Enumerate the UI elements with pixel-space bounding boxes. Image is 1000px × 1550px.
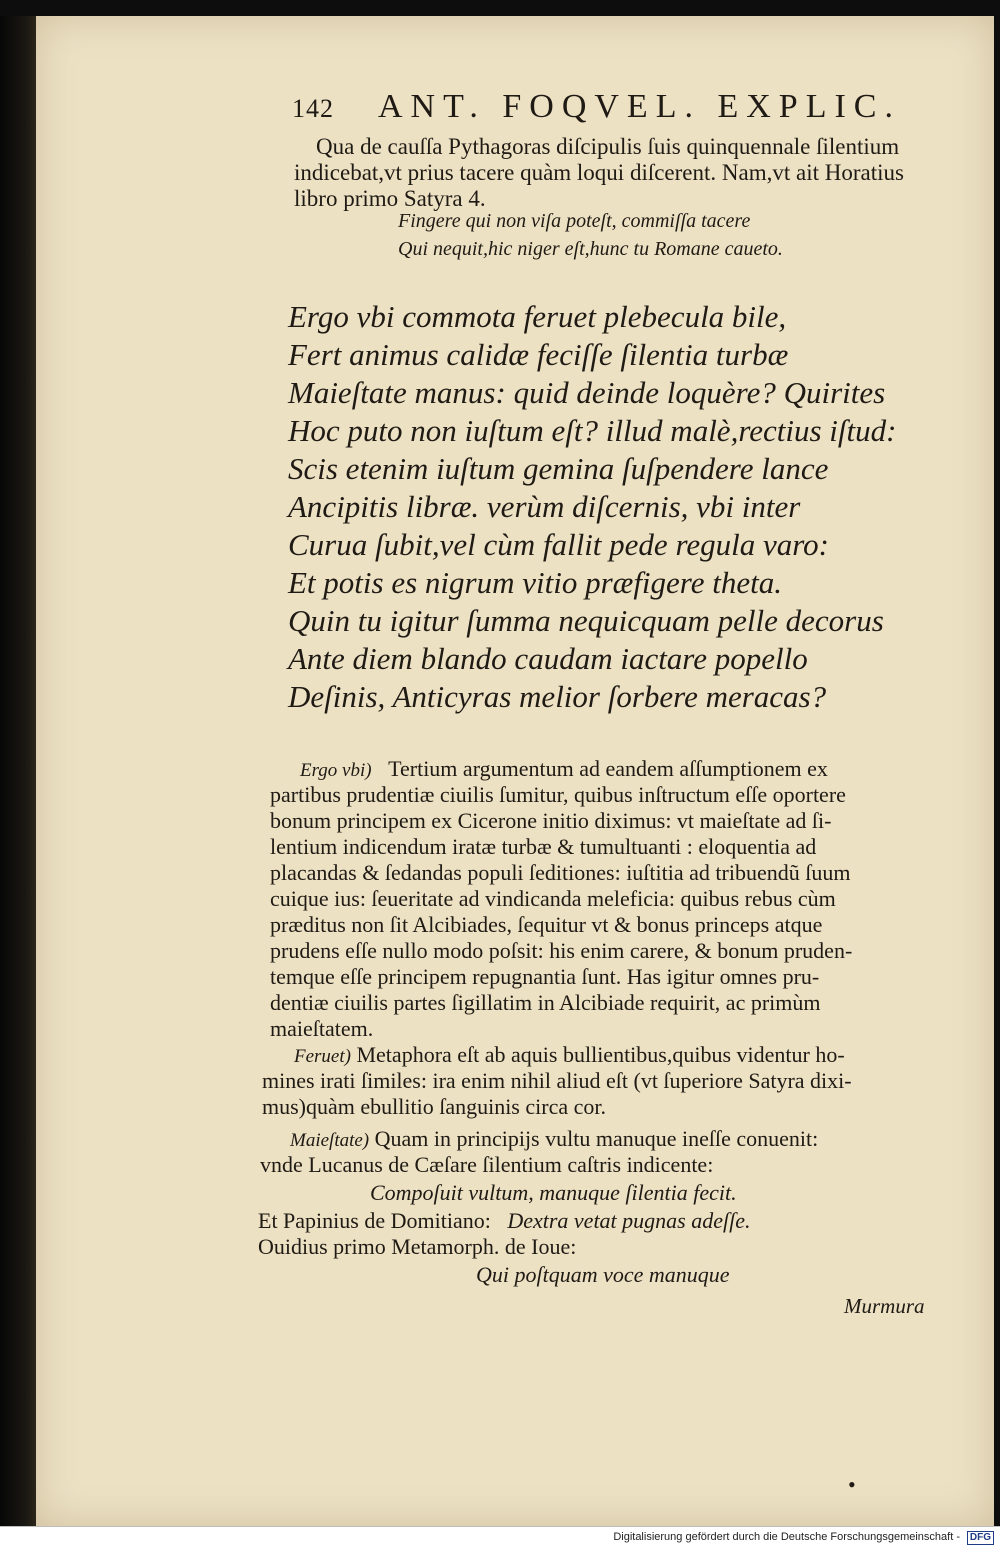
verse-line: Et potis es nigrum vitio præfigere theta.	[288, 565, 782, 600]
running-title: ANT. FOQVEL. EXPLIC.	[378, 88, 901, 125]
intro-line: libro primo Satyra 4.	[294, 186, 486, 211]
commentary-line: mus)quàm ebullitio ſanguinis circa cor.	[262, 1094, 606, 1119]
commentary-text: Metaphora eſt ab aquis bullientibus,quibus videntur ho-	[356, 1042, 845, 1067]
horace-quote-line: Qui nequit,hic niger eſt,hunc tu Romane caueto.	[398, 238, 783, 260]
commentary-first-line	[294, 1042, 845, 1070]
running-header	[292, 88, 901, 126]
verse-line: Ante diem blando caudam iactare popello	[288, 641, 808, 676]
papinius-quote: Dextra vetat pugnas adeſſe.	[507, 1208, 751, 1233]
commentary-line: placandas & ſedandas populi ſeditiones: iuſtitia ad tribuendũ ſuum	[270, 860, 851, 885]
commentary-text: Quam in principijs vultu manuque ineſſe conuenit:	[374, 1126, 819, 1151]
commentary-first-line	[290, 1126, 818, 1154]
footer-bar	[0, 1526, 1000, 1550]
page-number: 142	[292, 94, 334, 123]
book-page	[36, 16, 994, 1526]
commentary-line: lentium indicendum iratæ turbæ & tumultuanti : eloquentia ad	[270, 834, 817, 859]
commentary-line: præditus non ſit Alcibiades, ſequitur vt & bonus princeps atque	[270, 912, 823, 937]
lemma-feruet: Feruet)	[294, 1046, 351, 1067]
commentary-line: maieſtatem.	[270, 1016, 374, 1041]
scan-left-edge	[0, 16, 36, 1526]
verse-line: Scis etenim iuſtum gemina ſuſpendere lance	[288, 451, 829, 486]
catchword: Murmura	[844, 1294, 925, 1318]
dfg-logo: DFG	[967, 1531, 994, 1545]
verse-line: Fert animus calidæ feciſſe ſilentia turbæ	[288, 337, 789, 372]
ovid-line: Ouidius primo Metamorph. de Ioue:	[258, 1234, 577, 1259]
commentary-line: mines irati ſimiles: ira enim nihil aliud eſt (vt ſuperiore Satyra dixi-	[262, 1068, 852, 1093]
verse-line: Maieſtate manus: quid deinde loquère? Quirites	[288, 375, 886, 410]
verse-line: Ancipitis libræ. verùm diſcernis, vbi inter	[288, 489, 801, 524]
verse-line: Quin tu igitur ſumma nequicquam pelle decorus	[288, 603, 884, 638]
lemma-ergo-vbi: Ergo vbi)	[300, 760, 372, 781]
commentary-line: prudens eſſe nullo modo poſsit: his enim carere, & bonum pruden-	[270, 938, 853, 963]
commentary-line: partibus prudentiæ ciuilis ſumitur, quibus inſtructum eſſe oportere	[270, 782, 846, 807]
commentary-line: temque eſſe principem repugnantia ſunt. Has igitur omnes pru-	[270, 964, 820, 989]
commentary-line: dentiæ ciuilis partes ſigillatim in Alcibiade requirit, ac primùm	[270, 990, 821, 1015]
commentary-first-line	[300, 756, 828, 784]
lucan-quote: Compoſuit vultum, manuque ſilentia fecit.	[370, 1180, 737, 1205]
papinius-line	[258, 1208, 751, 1234]
verse-line: Hoc puto non iuſtum eſt? illud malè,rectius iſtud:	[288, 413, 897, 448]
commentary-line: bonum principem ex Cicerone initio diximus: vt maieſtate ad ſi-	[270, 808, 832, 833]
ovid-quote: Qui poſtquam voce manuque	[476, 1262, 730, 1287]
verse-line: Ergo vbi commota feruet plebecula bile,	[288, 299, 787, 334]
horace-quote-line: Fingere qui non viſa poteſt, commiſſa tacere	[398, 210, 751, 232]
intro-line: indicebat,vt prius tacere quàm loqui diſcerent. Nam,vt ait Horatius	[294, 160, 904, 185]
commentary-text: Tertium argumentum ad eandem aſſumptionem ex	[388, 756, 828, 781]
verse-line: Curua ſubit,vel cùm fallit pede regula varo:	[288, 527, 829, 562]
commentary-line: vnde Lucanus de Cæſare ſilentium caſtris indicente:	[260, 1152, 714, 1177]
commentary-line: cuique ius: ſeueritate ad vindicanda meleficia: quibus rebus cùm	[270, 886, 836, 911]
lemma-maiestate: Maieſtate)	[290, 1130, 370, 1151]
funding-note: Digitalisierung gefördert durch die Deutsche Forschungsgemeinschaft -	[613, 1531, 960, 1543]
verse-line: Deſinis, Anticyras melior ſorbere meracas?	[288, 679, 827, 714]
intro-line: Qua de cauſſa Pythagoras diſcipulis ſuis quinquennale ſilentium	[316, 134, 900, 159]
papinius-label: Et Papinius de Domitiano:	[258, 1208, 491, 1233]
ink-mark: •	[848, 1472, 856, 1497]
